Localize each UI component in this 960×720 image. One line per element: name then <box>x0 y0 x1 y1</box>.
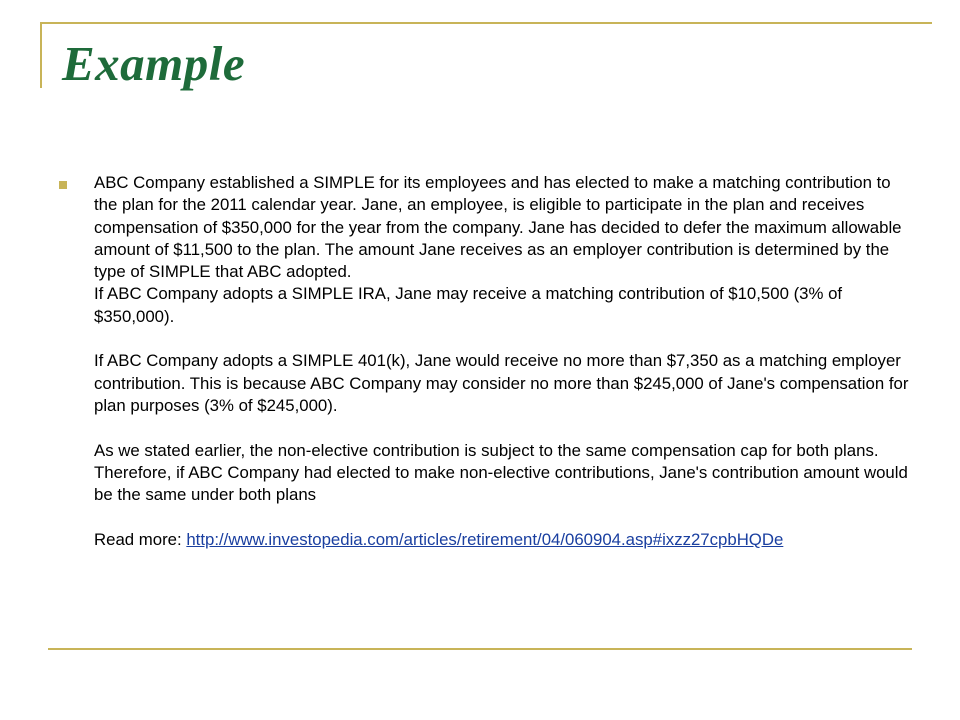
read-more-line <box>94 529 910 551</box>
paragraph-spacer <box>94 506 910 528</box>
bullet-square-icon <box>59 181 67 189</box>
left-border-rule <box>40 22 42 88</box>
bottom-border-rule <box>48 648 912 650</box>
top-border-rule <box>40 22 932 24</box>
paragraph-intro: ABC Company established a SIMPLE for its employees and has elected to make a matching contribution to the plan for the 2011 calendar year. Jane, an employee, is eligible to participate in the plan and receives compensation of $350,000 for the year from the company. Jane has decided to defer the maximum allowable amount of $11,500 to the plan. The amount Jane receives as an employer contribution is determined by the type of SIMPLE that ABC adopted. <box>94 173 902 282</box>
read-more-label: Read more: <box>94 529 187 549</box>
slide-title: Example <box>62 36 246 91</box>
paragraph-simple-ira: If ABC Company adopts a SIMPLE IRA, Jane may receive a matching contribution of $10,500 (3% of $350,000). <box>94 284 843 326</box>
slide-body <box>94 172 910 551</box>
paragraph-spacer <box>94 417 910 439</box>
paragraph-spacer <box>94 328 910 350</box>
paragraph-non-elective: As we stated earlier, the non-elective contribution is subject to the same compensation cap for both plans. Therefore, if ABC Company had elected to make non-elective contributions, Jane's contribution amount would be the same under both plans <box>94 440 908 505</box>
read-more-link[interactable]: http://www.investopedia.com/articles/retirement/04/060904.asp#ixzz27cpbHQDe <box>186 529 784 549</box>
paragraph-simple-401k: If ABC Company adopts a SIMPLE 401(k), Jane would receive no more than $7,350 as a matching employer contribution. This is because ABC Company may consider no more than $245,000 of Jane's compensation for plan purposes (3% of $245,000). <box>94 351 909 415</box>
